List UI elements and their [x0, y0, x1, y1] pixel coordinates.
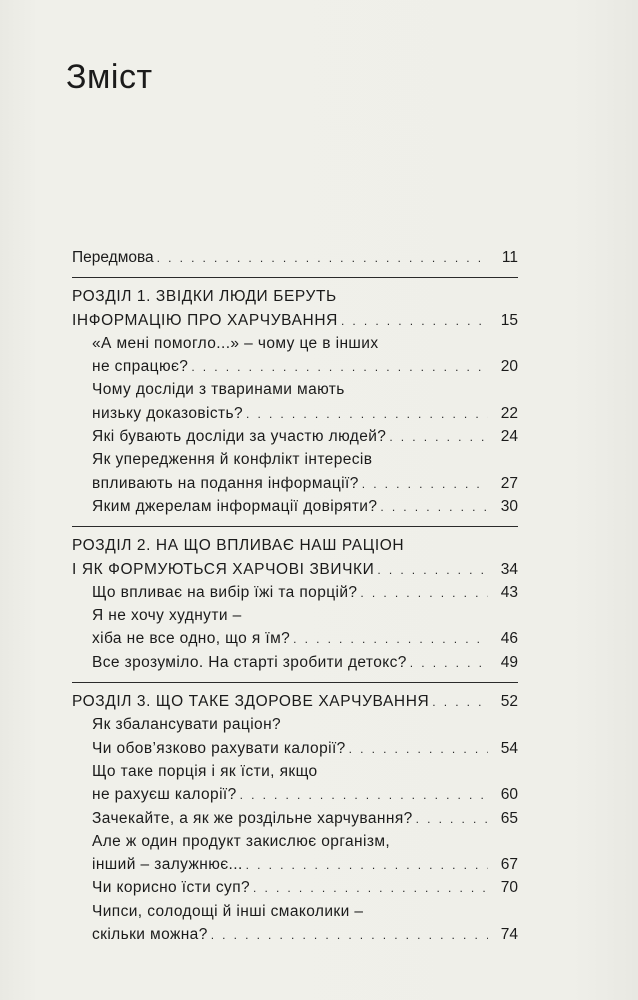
page-number: 30 — [500, 497, 518, 515]
page-number: 15 — [500, 311, 518, 329]
entry-title: Зачекайте, а як же роздільне харчування? — [92, 809, 413, 827]
entry-row — [72, 627, 518, 650]
entry-line: Як збалансувати раціон? — [92, 716, 282, 734]
entry-line: Чому досліди з тваринами мають — [92, 381, 345, 399]
dot-leader — [432, 691, 488, 714]
dot-leader — [246, 403, 488, 426]
entry-title: Чи корисно їсти суп? — [92, 879, 251, 897]
entry-row — [72, 402, 518, 425]
entry-row — [72, 355, 518, 378]
toc-item — [72, 760, 518, 807]
dot-leader — [191, 356, 488, 379]
page-number: 74 — [500, 926, 518, 944]
toc-item — [72, 495, 518, 518]
dot-leader — [341, 310, 488, 333]
entry-line: РОЗДІЛ 2. НА ЩО ВПЛИВАЄ НАШ РАЦІОН — [72, 537, 405, 555]
dot-leader — [416, 808, 488, 831]
entry-title: ІНФОРМАЦІЮ ПРО ХАРЧУВАННЯ — [72, 311, 338, 329]
dot-leader — [293, 628, 488, 651]
toc-item — [72, 332, 518, 379]
entry-title: Що впливає на вибір їжі та порцій? — [92, 583, 358, 601]
dot-leader — [240, 784, 488, 807]
toc-item — [72, 713, 518, 760]
entry-row — [72, 737, 518, 760]
entry-row — [72, 558, 518, 581]
page-number: 22 — [500, 404, 518, 422]
page-number: 54 — [500, 739, 518, 757]
toc-item — [72, 448, 518, 495]
toc-item — [72, 378, 518, 425]
entry-title: хіба не все одно, що я їм? — [92, 630, 291, 648]
dot-leader — [253, 877, 488, 900]
dot-leader — [349, 738, 488, 761]
chapter-heading — [72, 285, 518, 332]
toc-item — [72, 830, 518, 877]
intro-section — [72, 246, 518, 269]
entry-line: «А мені помогло...» – чому це в інших — [92, 334, 379, 352]
dot-leader — [380, 496, 488, 519]
page-number: 43 — [500, 583, 518, 601]
entry-row — [72, 425, 518, 448]
entry-title: не рахуєш калорії? — [92, 786, 237, 804]
entry-row — [72, 807, 518, 830]
chapter-heading — [72, 534, 518, 581]
entry-title: Передмова — [72, 249, 154, 266]
entry-line: Чипси, солодощі й інші смаколики – — [92, 902, 364, 920]
table-of-contents — [72, 246, 518, 946]
toc-item — [72, 651, 518, 674]
entry-line: РОЗДІЛ 1. ЗВІДКИ ЛЮДИ БЕРУТЬ — [72, 288, 337, 306]
toc-item — [72, 807, 518, 830]
toc-item — [72, 876, 518, 899]
chapter-heading — [72, 690, 518, 713]
entry-title: низьку доказовість? — [92, 404, 244, 422]
page-number: 65 — [500, 809, 518, 827]
chapter-section — [72, 277, 518, 518]
entry-title: Яким джерелам інформації довіряти? — [92, 497, 378, 515]
dot-leader — [211, 924, 488, 947]
entry-row — [72, 690, 518, 713]
entry-row — [72, 923, 518, 946]
entry-line: Я не хочу худнути – — [92, 607, 242, 625]
page-number: 70 — [500, 879, 518, 897]
toc-item — [72, 581, 518, 604]
dot-leader — [157, 247, 488, 270]
entry-row — [72, 472, 518, 495]
page-number: 27 — [500, 474, 518, 492]
entry-row — [72, 495, 518, 518]
page-number: 20 — [500, 358, 518, 376]
page-number: 52 — [500, 693, 518, 711]
entry-title: Які бувають досліди за участю людей? — [92, 428, 387, 446]
entry-title: РОЗДІЛ 3. ЩО ТАКЕ ЗДОРОВЕ ХАРЧУВАННЯ — [72, 693, 430, 711]
toc-entry — [72, 246, 518, 269]
entry-row — [72, 651, 518, 674]
dot-leader — [389, 426, 488, 449]
entry-title: Чи обов’язково рахувати калорії? — [92, 739, 346, 757]
page-number: 11 — [501, 249, 518, 266]
entry-row — [72, 853, 518, 876]
toc-item — [72, 604, 518, 651]
page-number: 24 — [500, 428, 518, 446]
page-number: 34 — [500, 560, 518, 578]
entry-row — [72, 783, 518, 806]
page-number: 60 — [500, 786, 518, 804]
toc-item — [72, 425, 518, 448]
toc-item — [72, 900, 518, 947]
entry-row — [72, 309, 518, 332]
entry-line: Але ж один продукт закислює організм, — [92, 832, 391, 850]
chapter-section — [72, 526, 518, 674]
page-number: 67 — [500, 856, 518, 874]
entry-row — [72, 581, 518, 604]
dot-leader — [377, 559, 488, 582]
entry-title: скільки можна? — [92, 926, 208, 944]
dot-leader — [410, 652, 488, 675]
page-title: Зміст — [66, 58, 153, 96]
entry-title: не спрацює? — [92, 358, 189, 376]
page-number: 46 — [500, 630, 518, 648]
entry-row — [72, 246, 518, 269]
entry-title: інший – залужнює... — [92, 856, 243, 874]
entry-line: Як упередження й конфлікт інтересів — [92, 451, 373, 469]
dot-leader — [360, 582, 488, 605]
entry-row — [72, 876, 518, 899]
entry-title: І ЯК ФОРМУЮТЬСЯ ХАРЧОВІ ЗВИЧКИ — [72, 560, 375, 578]
chapter-section — [72, 682, 518, 946]
entry-title: Все зрозуміло. На старті зробити детокс? — [92, 653, 407, 671]
entry-line: Що таке порція і як їсти, якщо — [92, 762, 318, 780]
entry-title: впливають на подання інформації? — [92, 474, 359, 492]
page-number: 49 — [500, 653, 518, 671]
dot-leader — [362, 473, 488, 496]
dot-leader — [246, 854, 488, 877]
